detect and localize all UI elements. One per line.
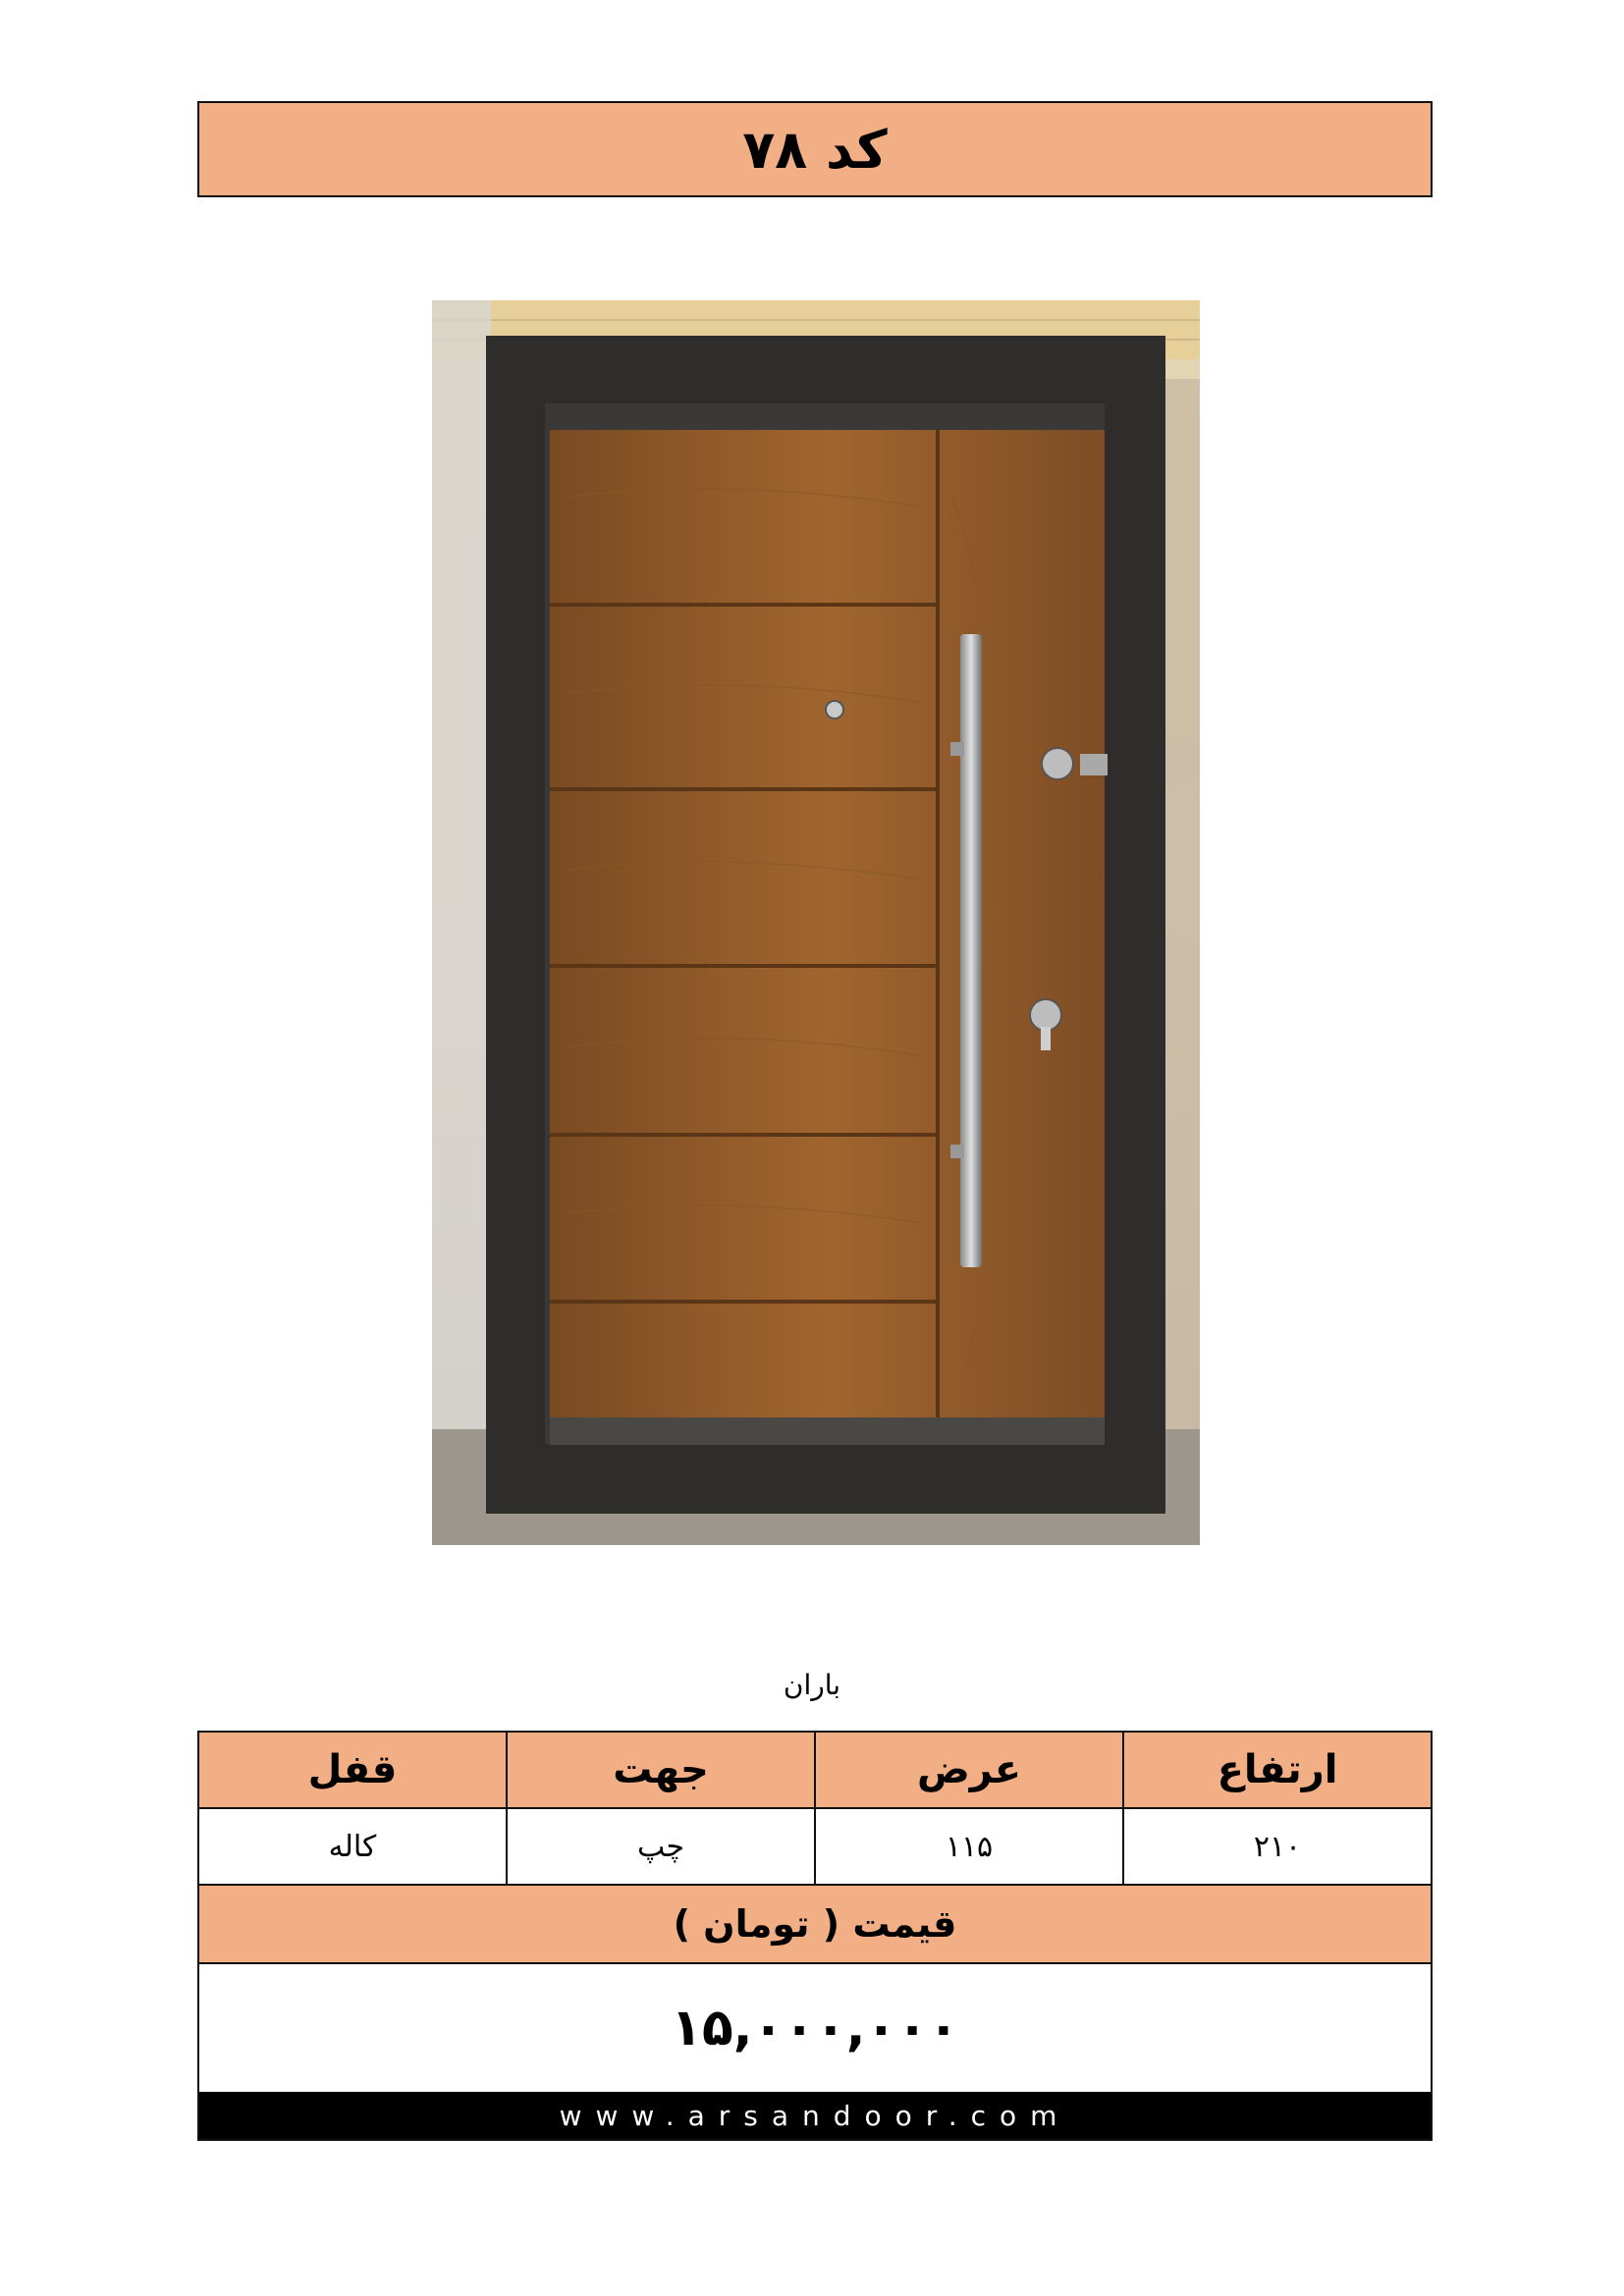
door-photo	[432, 300, 1200, 1545]
header-lock: قفل	[307, 1747, 398, 1792]
value-lock: کاله	[328, 1829, 377, 1864]
spec-table	[197, 1731, 1433, 2141]
header-width: عرض	[814, 1733, 1122, 1807]
value-height: ۲۱۰	[1122, 1809, 1431, 1884]
header-direction: جهت	[506, 1733, 814, 1807]
header-height: ارتفاع	[1122, 1733, 1431, 1807]
spec-value-row	[199, 1809, 1431, 1886]
title-banner	[197, 101, 1433, 197]
value-width: ۱۱۵	[814, 1809, 1122, 1884]
spec-header-row	[199, 1733, 1431, 1809]
value-direction: چپ	[506, 1809, 814, 1884]
product-name: باران	[783, 1669, 841, 1701]
price-label: قیمت ( تومان )	[199, 1886, 1431, 1964]
page-title: کد ۷۸	[742, 118, 888, 181]
price-value: ۱۵,۰۰۰,۰۰۰	[199, 1964, 1431, 2092]
website-footer: www.arsandoor.com	[199, 2092, 1431, 2139]
